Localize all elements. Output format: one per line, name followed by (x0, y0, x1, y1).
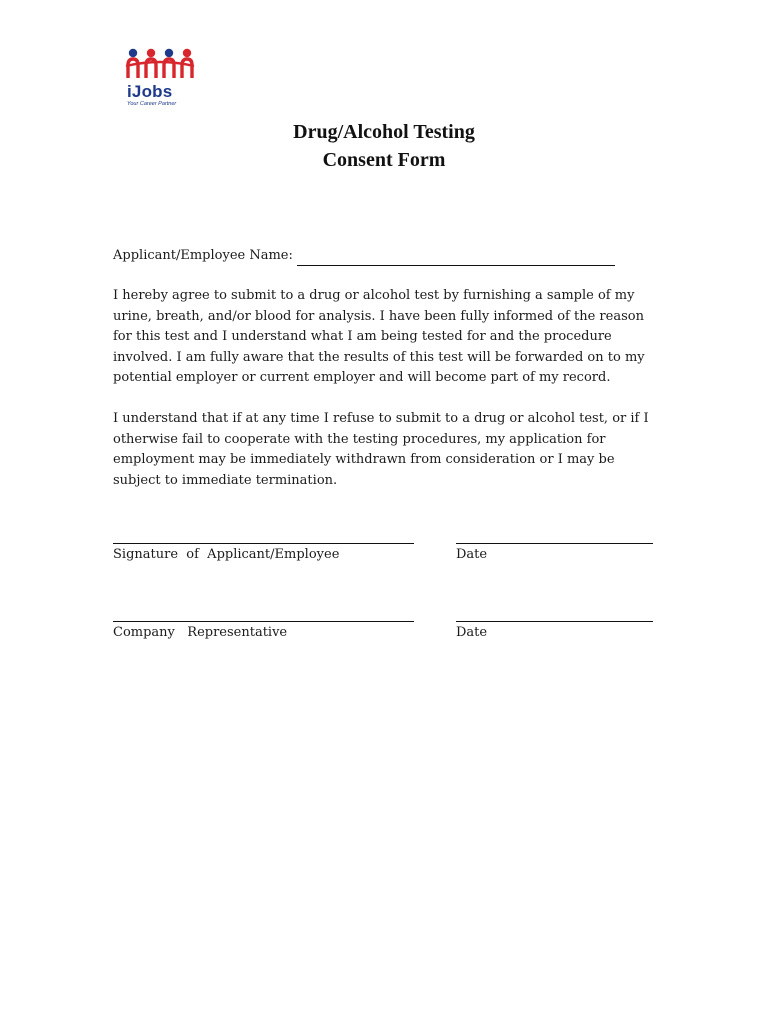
consent-paragraph-1: I hereby agree to submit to a drug or alcohol test by furnishing a sample of my urine, breath, and/or blood for analysis. I have been fully informed of the reason for this test and I understand what I am being tested for and the procedure involved. I am fully aware that the results of this test will be forwarded on to my potential employer or current employer and will become part of my record. (113, 288, 645, 386)
logo-wordmark: iJobs (127, 82, 173, 101)
applicant-name-row (113, 246, 615, 266)
form-title-line-1: Drug/Alcohol Testing (293, 121, 475, 143)
applicant-date-line[interactable] (456, 543, 653, 544)
applicant-name-label: Applicant/Employee Name: (113, 248, 293, 263)
applicant-name-field[interactable] (297, 250, 615, 266)
company-rep-date-label: Date (456, 625, 488, 640)
people-icon (110, 46, 210, 84)
applicant-signature-label: Signature of Applicant/Employee (113, 547, 340, 562)
company-rep-signature-line[interactable] (113, 621, 414, 622)
ijobs-logo (110, 46, 210, 110)
company-rep-date-line[interactable] (456, 621, 653, 622)
form-title-line-2: Consent Form (322, 149, 446, 171)
consent-paragraph-2: I understand that if at any time I refuse to submit to a drug or alcohol test, or if I otherwise fail to cooperate with the testing procedures, my application for employment may be immediately withdrawn from consideration or I may be subject to immediate termination. (113, 411, 649, 488)
applicant-signature-line[interactable] (113, 543, 414, 544)
logo-tagline: Your Career Partner (127, 101, 177, 107)
company-rep-label: Company Representative (113, 625, 288, 640)
applicant-date-label: Date (456, 547, 488, 562)
